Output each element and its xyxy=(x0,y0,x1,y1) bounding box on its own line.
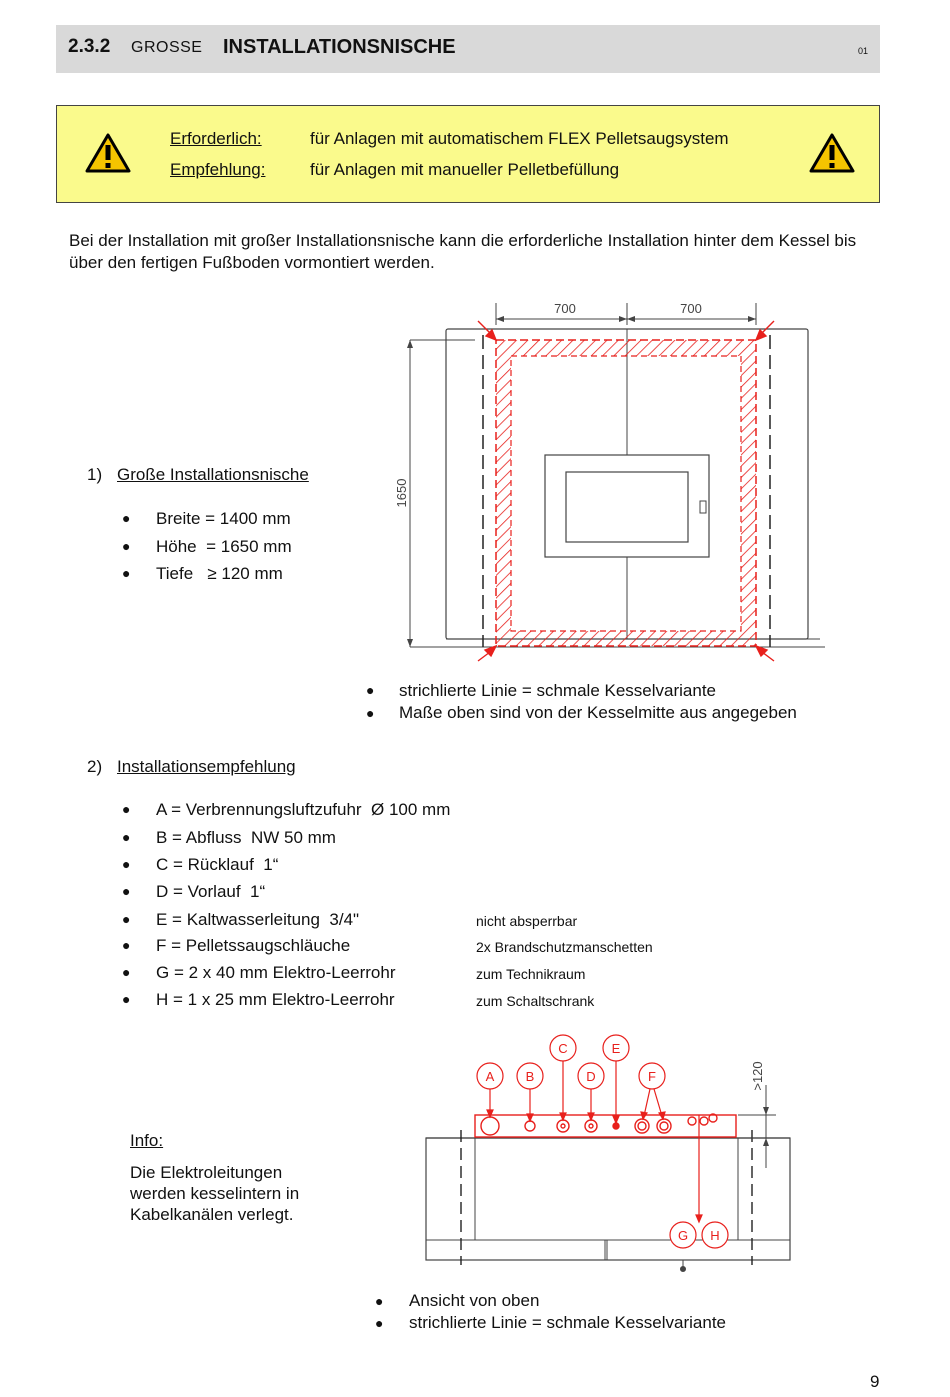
info-label: Info: xyxy=(130,1131,164,1150)
item-e-note: nicht absperrbar xyxy=(476,913,578,929)
required-text: für Anlagen mit automatischem FLEX Pelletsaugsystem xyxy=(310,129,729,148)
dimension-depth: >120 xyxy=(750,1061,765,1091)
label-f: F xyxy=(648,1069,656,1084)
bullet-icon: ● xyxy=(122,565,131,581)
section2-title: Installationsempfehlung xyxy=(117,757,296,776)
bullet-icon: ● xyxy=(375,1315,384,1331)
label-e: E xyxy=(611,1041,621,1056)
item-g: G = 2 x 40 mm Elektro-Leerrohr xyxy=(156,963,396,982)
top-view-diagram xyxy=(420,1030,800,1280)
dimension-width-right: 700 xyxy=(680,301,702,316)
label-g: G xyxy=(677,1228,689,1243)
bullet-icon: ● xyxy=(122,829,131,845)
warning-triangle-icon xyxy=(85,132,131,174)
item-h-note: zum Schaltschrank xyxy=(476,993,595,1009)
bullet-icon: ● xyxy=(122,801,131,817)
item-f: F = Pelletssaugschläuche xyxy=(156,936,351,955)
bullet-icon: ● xyxy=(366,682,375,698)
item-h: H = 1 x 25 mm Elektro-Leerrohr xyxy=(156,990,395,1009)
section2-number: 2) xyxy=(87,757,103,776)
label-b: B xyxy=(525,1069,535,1084)
revision-number: 01 xyxy=(857,46,868,56)
niche-width: Breite = 1400 mm xyxy=(156,509,291,528)
note-dimensions: Maße oben sind von der Kesselmitte aus angegeben xyxy=(399,703,797,722)
bullet-icon: ● xyxy=(122,964,131,980)
bullet-icon: ● xyxy=(375,1293,384,1309)
page-number: 9 xyxy=(870,1372,880,1391)
bullet-icon: ● xyxy=(122,911,131,927)
required-label: Erforderlich: xyxy=(170,129,262,148)
label-d: D xyxy=(586,1069,596,1084)
bullet-icon: ● xyxy=(122,937,131,953)
note-top-view: Ansicht von oben xyxy=(409,1291,540,1310)
item-c: C = Rücklauf 1“ xyxy=(156,855,279,874)
niche-depth: Tiefe ≥ 120 mm xyxy=(156,564,283,583)
note-dashed-line: strichlierte Linie = schmale Kesselvariante xyxy=(399,681,717,700)
info-text: Die Elektroleitungen werden kesselintern in Kabelkanälen verlegt. xyxy=(130,1163,300,1224)
recommendation-text: für Anlagen mit manueller Pelletbefüllung xyxy=(310,160,620,179)
front-view-diagram xyxy=(380,295,830,665)
item-a: A = Verbrennungsluftzufuhr Ø 100 mm xyxy=(156,800,451,819)
bullet-icon: ● xyxy=(122,883,131,899)
recommendation-label: Empfehlung: xyxy=(170,160,266,179)
bullet-icon: ● xyxy=(122,510,131,526)
bullet-icon: ● xyxy=(122,538,131,554)
warning-triangle-icon xyxy=(809,132,855,174)
section-title-prefix: GROSSE xyxy=(131,39,203,56)
note-dashed-line-2: strichlierte Linie = schmale Kesselvariante xyxy=(409,1313,727,1332)
item-g-note: zum Technikraum xyxy=(476,966,586,982)
item-b: B = Abfluss NW 50 mm xyxy=(156,828,336,847)
label-a: A xyxy=(485,1069,495,1084)
dimension-width-left: 700 xyxy=(554,301,576,316)
label-c: C xyxy=(558,1041,568,1056)
section-header xyxy=(56,25,880,73)
niche-height: Höhe = 1650 mm xyxy=(156,537,292,556)
section1-number: 1) xyxy=(87,465,103,484)
label-h: H xyxy=(710,1228,720,1243)
bullet-icon: ● xyxy=(366,705,375,721)
item-e: E = Kaltwasserleitung 3/4" xyxy=(156,910,360,929)
bullet-icon: ● xyxy=(122,991,131,1007)
warning-box xyxy=(56,105,880,203)
section-number: 2.3.2 xyxy=(68,36,111,57)
dimension-height: 1650 xyxy=(394,478,409,508)
bullet-icon: ● xyxy=(122,856,131,872)
item-f-note: 2x Brandschutzmanschetten xyxy=(476,939,653,955)
item-d: D = Vorlauf 1“ xyxy=(156,882,266,901)
section1-title: Große Installationsnische xyxy=(117,465,309,484)
intro-paragraph: Bei der Installation mit großer Installationsnische kann die erforderliche Installation hinter dem Kessel bis über den fertigen Fußboden vormontiert werden. xyxy=(69,231,857,272)
section-title: INSTALLATIONSNISCHE xyxy=(223,36,456,58)
